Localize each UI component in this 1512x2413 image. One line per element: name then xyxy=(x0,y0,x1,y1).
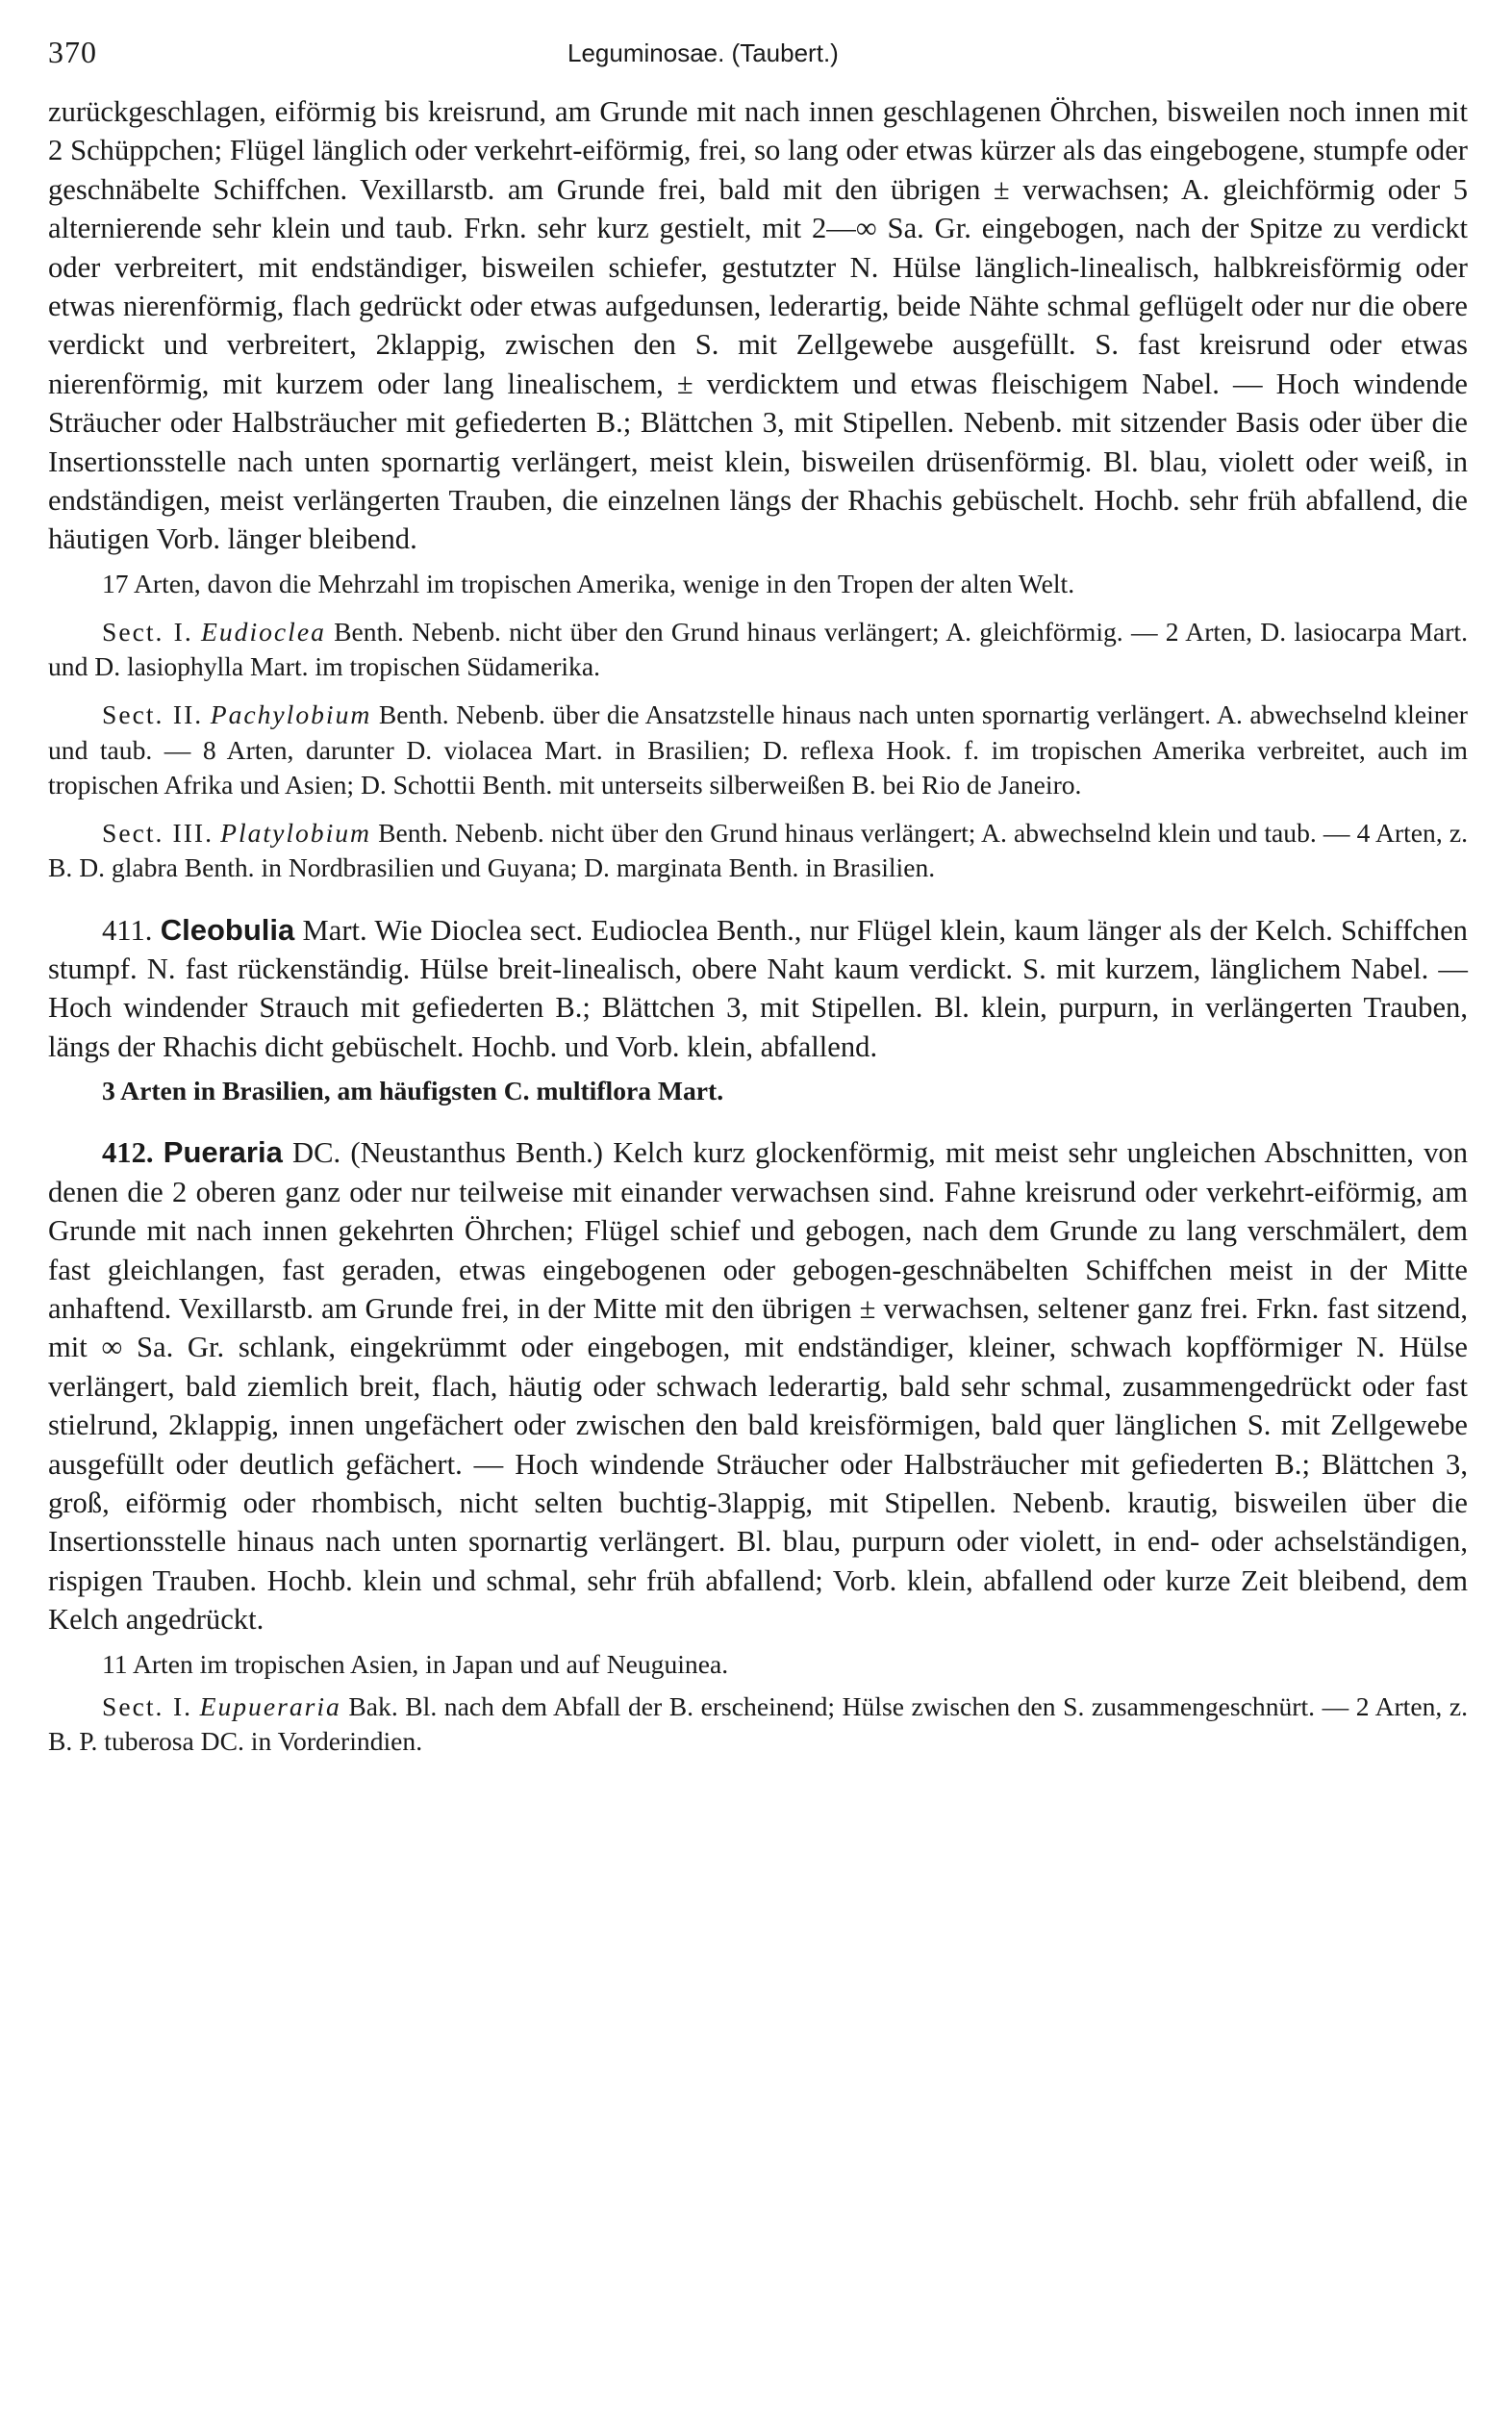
page-number: 370 xyxy=(48,35,97,69)
dioclea-description: zurückgeschlagen, eiförmig bis kreisrund, am Grunde mit nach innen geschlagenen Öhrchen, bisweilen noch innen mit 2 Schüppchen; Flügel länglich oder verkehrt-eiförmig, frei, so lang oder etwas kürzer als das eingebogene, stumpfe oder geschnäbelte Schiffchen. Vexillarstb. am Grunde frei, bald mit den übrigen ± verwachsen; A. gleichförmig oder 5 alternierende sehr klein und taub. Frkn. sehr kurz gestielt, mit 2—∞ Sa. Gr. eingebogen, nach der Spitze zu verdickt oder verbreitert, mit endständiger, bisweilen schiefer, gestutzter N. Hülse länglich-linealisch, halbkreisförmig oder etwas nierenförmig, flach gedrückt oder etwas aufgedunsen, lederartig, beide Nähte schmal geflügelt oder nur die obere verdickt und verbreitert, 2klappig, zwischen den S. mit Zellgewebe ausgefüllt. S. fast kreisrund oder etwas nierenförmig, mit kurzem oder lang linealischem, ± verdicktem und etwas fleischigem Nabel. — Hoch windende Sträucher oder Halbsträucher mit gefiederten B.; Blättchen 3, mit Stipellen. Nebenb. mit sitzender Basis oder über die Insertionsstelle nach unten spornartig verlängert, meist klein, bisweilen drüsenförmig. Bl. blau, violett oder weiß, in endständigen, meist verlängerten Trauben, die einzelnen längs der Rhachis gebüschelt. Hochb. sehr früh abfallend, die häutigen Vorb. länger bleibend. xyxy=(48,95,1468,556)
pueraria-entry xyxy=(48,1133,1468,1638)
genus-author: Mart. xyxy=(294,913,367,947)
section-label: Sect. III. xyxy=(102,818,214,849)
page-header xyxy=(48,35,1468,92)
section-label: Sect. I. xyxy=(102,1690,193,1721)
section-name: Eupueraria xyxy=(199,1690,341,1721)
dioclea-section-3 xyxy=(48,816,1468,885)
genus-description: Wie Dioclea sect. Eudioclea Benth., nur Flügel klein, kaum länger als der Kelch. Schiffchen stumpf. N. fast rückenständig. Hülse breit-linealisch, obere Naht kaum verdickt. S. mit kurzem, länglichem Nabel. — Hoch windender Strauch mit gefiederten B.; Blättchen 3, mit Stipellen. Bl. klein, purpurn, in verlängerten Trauben, längs der Rhachis dicht gebüschelt. Hochb. und Vorb. klein, abfallend. xyxy=(48,913,1468,1063)
genus-number: 411. xyxy=(102,913,153,947)
section-text: Benth. Nebenb. nicht über den Grund hinaus verlängert; A. abwechselnd klein und taub. — 4 Arten, z. B. D. glabra Benth. in Nordbrasilien und Guyana; D. marginata Benth. in Brasilien. xyxy=(48,818,1468,883)
section-label: Sect. II. xyxy=(102,699,204,730)
genus-description: Kelch kurz glockenförmig, mit meist sehr ungleichen Abschnitten, von denen die 2 oberen ganz oder nur teilweise mit einander verwachsen sind. Fahne kreisrund oder verkehrt-eiförmig, am Grunde mit nach innen gekehrten Öhrchen; Flügel schief und gebogen, nach dem Grunde zu lang verschmälert, dem fast gleichlangen, fast geraden, etwas eingebogenen oder gebogen-geschnäbelten Schiffchen meist in der Mitte anhaftend. Vexillarstb. am Grunde frei, in der Mitte mit den übrigen ± verwachsen, seltener ganz frei. Frkn. fast sitzend, mit ∞ Sa. Gr. schlank, eingekrümmt oder eingebogen, mit endständiger, kleiner, schwach kopfförmiger N. Hülse verlängert, bald ziemlich breit, flach, häutig oder schwach lederartig, bald sehr schmal, zusammengedrückt oder fast stielrund, 2klappig, innen ungefächert oder zwischen den bald kreisförmigen, bald quer länglichen S. mit Zellgewebe ausgefüllt oder deutlich gefächert. — Hoch windende Sträucher oder Halbsträucher mit gefiederten B.; Blättchen 3, groß, eiförmig oder rhombisch, nicht selten buchtig-3lappig, mit Stipellen. Nebenb. krautig, bisweilen über die Insertionsstelle hinaus nach unten spornartig verlängert. Bl. blau, purpurn oder violett, in end- oder achselständigen, rispigen Trauben. Hochb. klein und schmal, sehr früh abfallend; Vorb. klein, abfallend oder kurze Zeit bleibend, dem Kelch angedrückt. xyxy=(48,1136,1468,1637)
genus-author: DC. (Neustanthus Benth.) xyxy=(282,1136,603,1170)
dioclea-section-1 xyxy=(48,615,1468,684)
section-text: Benth. Nebenb. über die Ansatzstelle hinaus nach unten spornartig verlängert. A. abwechselnd kleiner und taub. — 8 Arten, darunter D. violacea Mart. in Brasilien; D. reflexa Hook. f. im tropischen Amerika verbreitet, auch im tropischen Afrika und Asien; D. Schottii Benth. mit unterseits silberweißen B. bei Rio de Janeiro. xyxy=(48,699,1468,800)
document-page xyxy=(48,35,1468,1759)
section-name: Pachylobium xyxy=(210,699,372,730)
genus-number: 412. xyxy=(102,1136,154,1170)
pueraria-section-1 xyxy=(48,1689,1468,1759)
cleobulia-species: 3 Arten in Brasilien, am häufigsten C. multiflora Mart. xyxy=(102,1076,724,1106)
genus-name: Pueraria xyxy=(163,1135,283,1170)
dioclea-species-count: 17 Arten, davon die Mehrzahl im tropischen Amerika, wenige in den Tropen der alten Welt. xyxy=(102,568,1075,598)
pueraria-species-count: 11 Arten im tropischen Asien, in Japan und auf Neuguinea. xyxy=(102,1648,729,1679)
section-text: Bak. Bl. nach dem Abfall der B. erscheinend; Hülse zwischen den S. zusammengeschnürt. — 2 Arten, z. B. P. tuberosa DC. in Vorderindien. xyxy=(48,1690,1468,1757)
section-name: Platylobium xyxy=(220,818,371,849)
section-label: Sect. I. xyxy=(102,617,193,648)
cleobulia-entry xyxy=(48,911,1468,1067)
running-title: Leguminosae. (Taubert.) xyxy=(567,38,839,67)
dioclea-section-2 xyxy=(48,698,1468,802)
section-text: Benth. Nebenb. nicht über den Grund hinaus verlängert; A. gleichförmig. — 2 Arten, D. lasiocarpa Mart. und D. lasiophylla Mart. im tropischen Südamerika. xyxy=(48,617,1468,682)
section-name: Eudioclea xyxy=(201,617,326,648)
genus-name: Cleobulia xyxy=(160,912,295,947)
